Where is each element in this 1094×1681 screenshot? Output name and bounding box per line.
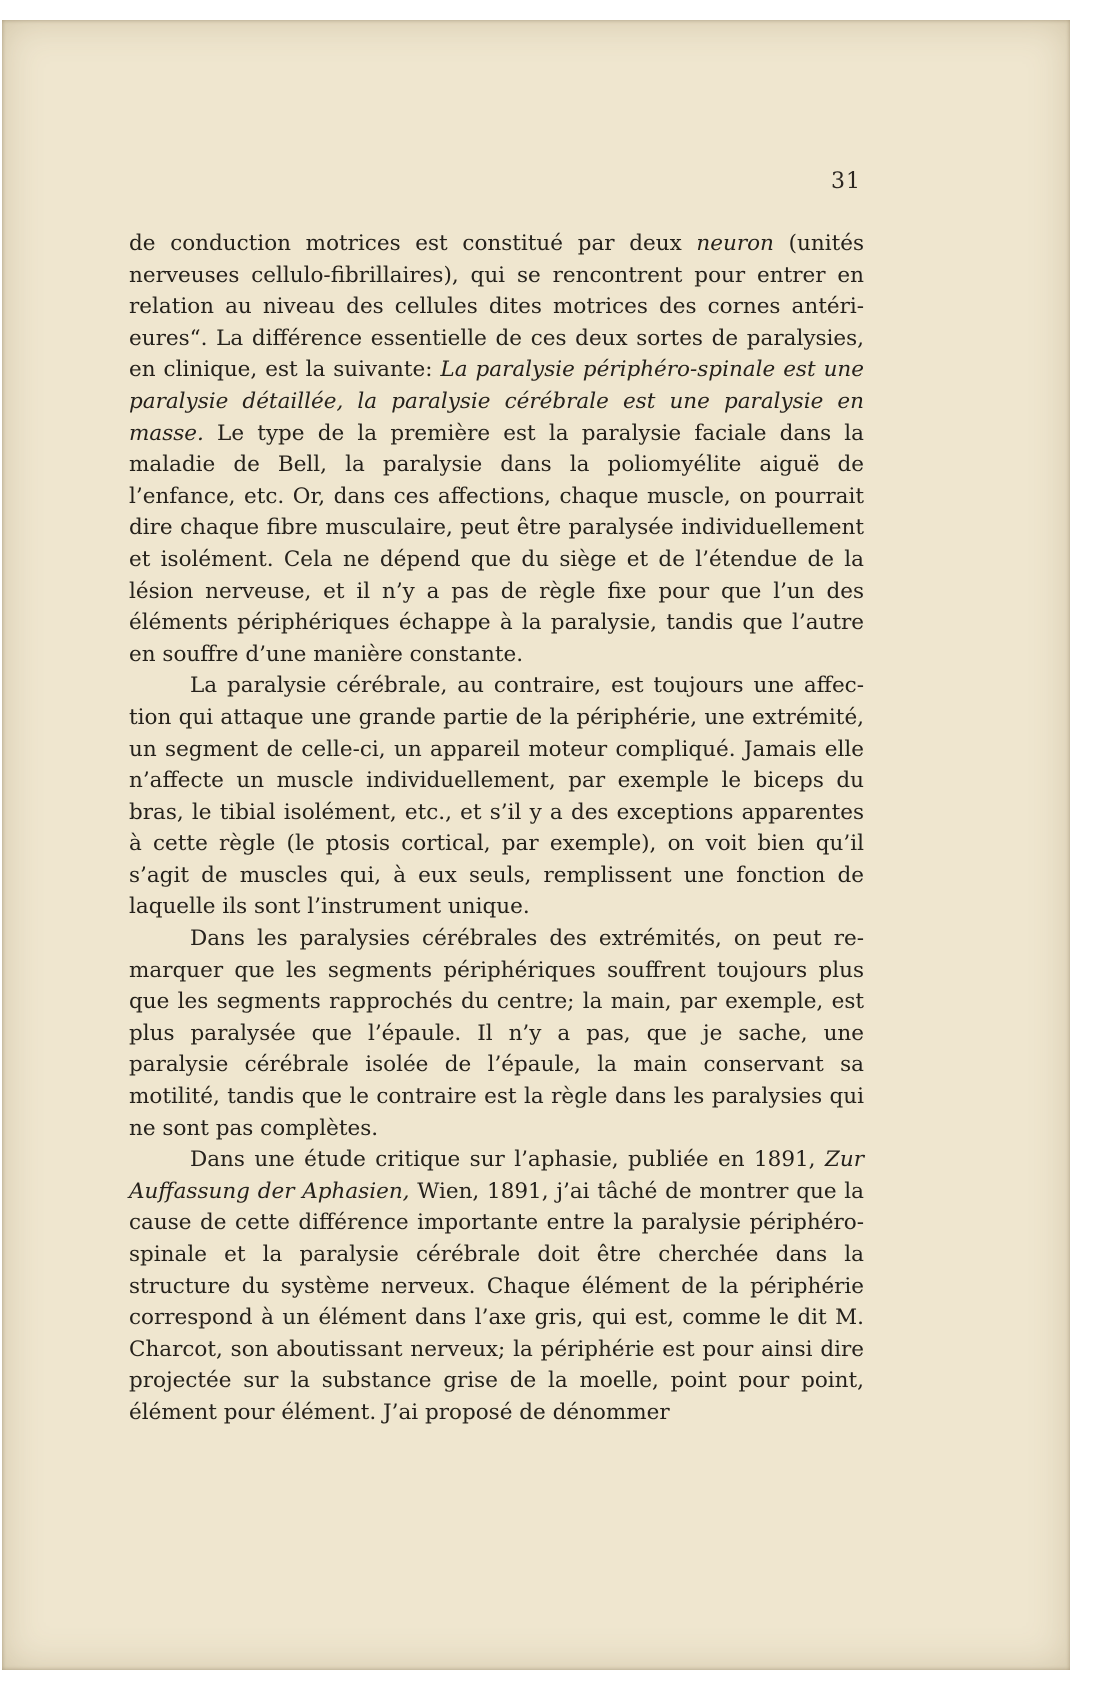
text-run: de conduction motrices est constitué par deux [129,231,697,256]
paragraph-1 [129,228,864,670]
page-number: 31 [831,169,861,194]
text-run-italic: neuron [696,231,774,256]
body-text [129,228,864,1429]
text-run: La paralysie cérébrale, au contraire, est toujours une affection qui attaque une grande partie de la périphérie, une extrémité, un segment de celle-ci, un appareil moteur compliqué. Jamais elle n’affecte un muscle individuellement, par exemple le biceps du bras, le tibial isolément, etc., et s’il y a des exceptions apparentes à cette règle (le ptosis cortical, par exemple), on voit bien qu’il s’agit de muscles qui, à eux seuls, remplissent une fonction de laquelle ils sont l’instrument unique. [129,673,864,920]
text-run-italic: La paralysie périphéro-spinale est une paralysie détaillée, la paralysie cérébrale est une paralysie en masse. [129,357,864,446]
scanned-page [2,20,1070,1670]
text-run-italic: Zur Auffassung der Aphasien, [129,1147,864,1204]
paragraph-3 [129,923,864,1144]
text-run: Wien, 1891, j’ai tâché de montrer que la cause de cette différence importante entre la paralysie périphéro-spinale et la paralysie cérébrale doit être cherchée dans la structure du système nerveux. Chaque élément de la périphérie correspond à un élément dans l’axe gris, qui est, comme le dit M. Charcot, son aboutissant nerveux; la périphérie est pour ainsi dire projectée sur la substance grise de la moelle, point pour point, élément pour élément. J’ai proposé de dénommer [129,1178,864,1425]
paragraph-4 [129,1144,864,1428]
text-run: Dans une étude critique sur l’aphasie, publiée en 1891, [190,1147,825,1173]
text-run: (unités nerveuses cellulo-fibrillaires), qui se rencontrent pour entrer en relation au niveau des cellules dites motrices des cornes antérieures“. La différence essentielle de ces deux sortes de paralysies, en clinique, est la suivante: [129,231,864,383]
paragraph-2 [129,670,864,923]
text-run: Le type de la première est la paralysie faciale dans la maladie de Bell, la paralysie dans la poliomyélite aiguë de l’enfance, etc. Or, dans ces affections, chaque muscle, on pourrait dire chaque fibre musculaire, peut être paralysée individuellement et isolément. Cela ne dépend que du siège et de l’étendue de la lésion nerveuse, et il n’y a pas de règle fixe pour que l’un des éléments périphériques échappe à la paralysie, tandis que l’autre en souffre d’une manière constante. [129,420,864,667]
text-run: Dans les paralysies cérébrales des extrémités, on peut remarquer que les segments périphériques souffrent toujours plus que les segments rapprochés du centre; la main, par exemple, est plus paralysée que l’épaule. Il n’y a pas, que je sache, une paralysie cérébrale isolée de l’épaule, la main conservant sa motilité, tandis que le contraire est la règle dans les paralysies qui ne sont pas complètes. [129,926,864,1141]
